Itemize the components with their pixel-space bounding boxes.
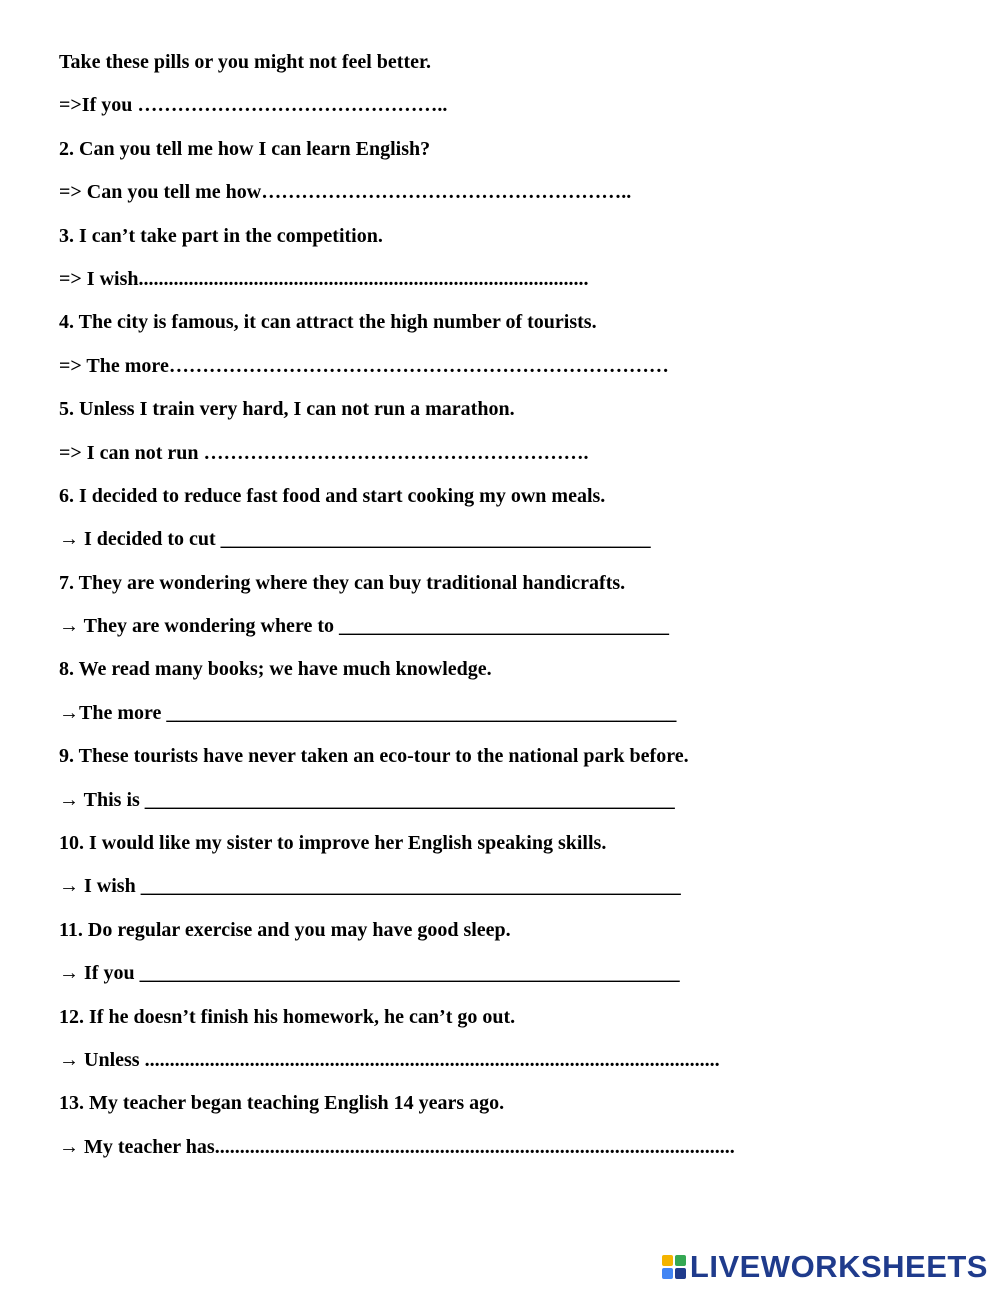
exercise-prompt: 12. If he doesn’t finish his homework, he can’t go out. <box>59 1005 516 1028</box>
exercise-prompt: 2. Can you tell me how I can learn English? <box>59 137 431 160</box>
answer-line[interactable]: → I decided to cut ___________________________________________ <box>59 528 651 551</box>
exercise-prompt: 6. I decided to reduce fast food and start cooking my own meals. <box>59 484 606 507</box>
logo-text: LIVEWORKSHEETS <box>689 1249 988 1284</box>
exercise-prompt: 11. Do regular exercise and you may have good sleep. <box>59 918 511 941</box>
answer-line[interactable]: →The more ___________________________________________________ <box>59 701 677 724</box>
logo-mark-icon <box>662 1255 686 1279</box>
exercise-prompt: 10. I would like my sister to improve her English speaking skills. <box>59 832 607 855</box>
worksheet <box>59 44 959 1172</box>
answer-line[interactable]: → If you ______________________________________________________ <box>59 962 680 985</box>
exercise-prompt: 4. The city is famous, it can attract the high number of tourists. <box>59 311 597 334</box>
exercise-prompt: 3. I can’t take part in the competition. <box>59 224 383 247</box>
answer-line[interactable]: => I can not run …………………………………………………. <box>59 441 589 464</box>
answer-line[interactable]: => I wish.......................................................................................... <box>59 267 589 290</box>
answer-line[interactable]: => The more………………………………………………………………… <box>59 354 669 377</box>
liveworksheets-logo <box>662 1249 988 1284</box>
logo-mark-square-4 <box>675 1268 686 1279</box>
answer-line[interactable]: → Unless ................................................................................................................... <box>59 1048 720 1071</box>
exercise-prompt: Take these pills or you might not feel better. <box>59 51 432 73</box>
exercise-prompt: 7. They are wondering where they can buy traditional handicrafts. <box>59 571 626 594</box>
exercise-prompt: 8. We read many books; we have much knowledge. <box>59 658 492 681</box>
logo-mark-square-2 <box>675 1255 686 1266</box>
exercise-prompt: 13. My teacher began teaching English 14 years ago. <box>59 1092 505 1115</box>
answer-line[interactable]: =>If you ……………………………………….. <box>59 94 448 117</box>
exercise-prompt: 9. These tourists have never taken an eco-tour to the national park before. <box>59 745 689 768</box>
answer-line[interactable]: → I wish ______________________________________________________ <box>59 875 681 898</box>
answer-line[interactable]: => Can you tell me how……………………………………………….. <box>59 181 632 204</box>
logo-mark-square-1 <box>662 1255 673 1266</box>
answer-line[interactable]: → My teacher has........................................................................................................ <box>59 1135 735 1158</box>
answer-line[interactable]: → They are wondering where to _________________________________ <box>59 615 669 638</box>
exercise-prompt: 5. Unless I train very hard, I can not run a marathon. <box>59 398 515 421</box>
answer-line[interactable]: → This is _____________________________________________________ <box>59 788 675 811</box>
logo-mark-square-3 <box>662 1268 673 1279</box>
